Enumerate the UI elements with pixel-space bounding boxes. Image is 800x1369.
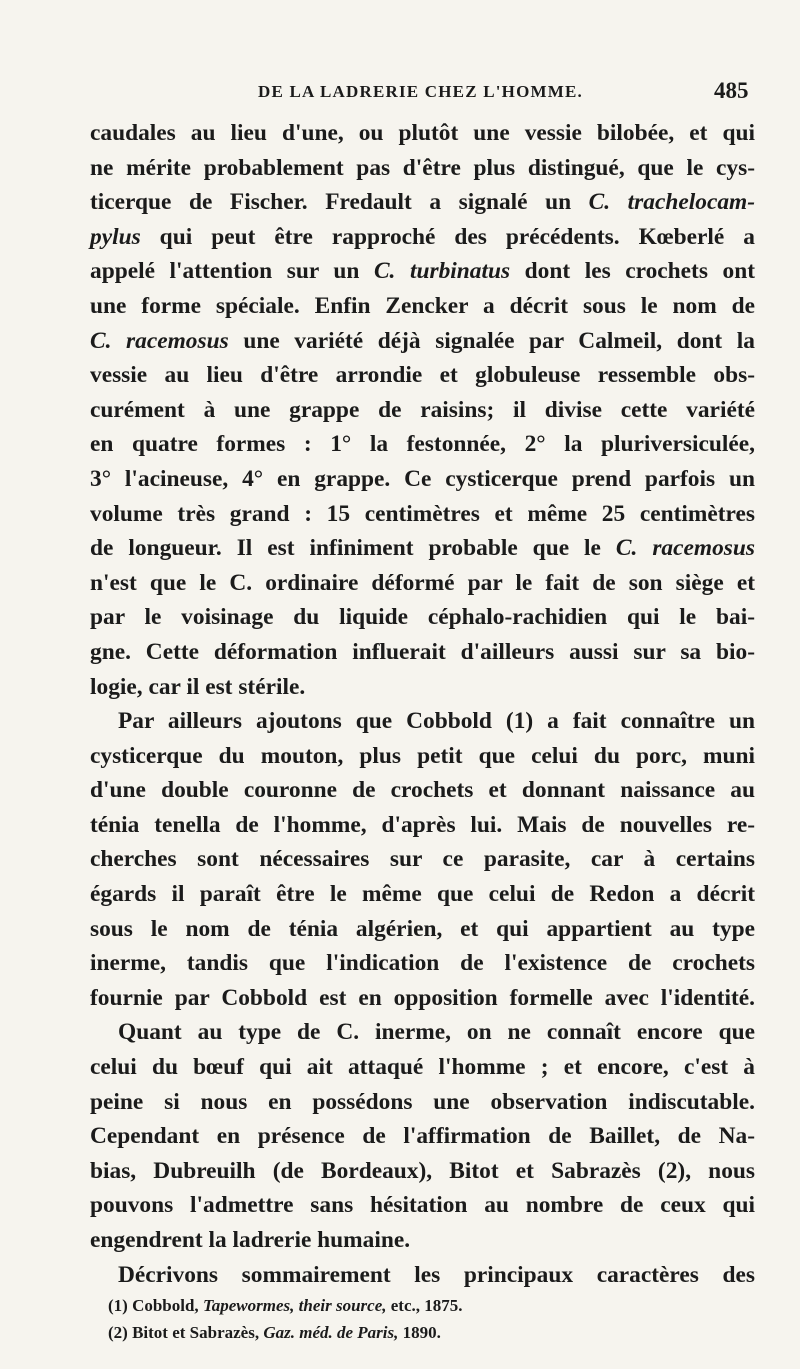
text-line: cysticerque du mouton, plus petit que celui du porc, muni [90, 742, 755, 769]
text-line: d'une double couronne de crochets et donnant naissance au [90, 777, 755, 804]
text-line: pouvons l'admettre sans hésitation au nombre de ceux qui [90, 1192, 755, 1219]
footnote: (1) Cobbold, Tapewormes, their source, etc., 1875. [108, 1296, 463, 1315]
text-line: Décrivons sommairement les principaux caractères des [118, 1261, 755, 1288]
text-line: peine si nous en possédons une observation indiscutable. [90, 1088, 755, 1115]
running-title: DE LA LADRERIE CHEZ L'HOMME. [258, 82, 583, 101]
text-line: ticerque de Fischer. Fredault a signalé un C. trachelocam- [90, 189, 756, 216]
italic-text: C. racemosus [615, 535, 755, 562]
body-text [90, 116, 755, 1292]
italic-text: C. trachelocam- [588, 189, 756, 216]
text-line: appelé l'attention sur un C. turbinatus dont les crochets ont [90, 258, 756, 285]
text-line: cherches sont nécessaires sur ce parasite, car à certains [90, 846, 755, 873]
footnote: (2) Bitot et Sabrazès, Gaz. méd. de Paris, 1890. [108, 1323, 441, 1342]
text-line: Cependant en présence de l'affirmation de Baillet, de Na- [90, 1123, 755, 1150]
text-line: sous le nom de ténia algérien, et qui appartient au type [90, 915, 755, 942]
text-line: inerme, tandis que l'indication de l'existence de crochets [90, 950, 755, 977]
page-number: 485 [714, 78, 749, 103]
text-line: vessie au lieu d'être arrondie et globuleuse ressemble obs- [90, 362, 755, 389]
text-line: 3° l'acineuse, 4° en grappe. Ce cysticerque prend parfois un [90, 465, 755, 492]
italic-text: Tapewormes, their source, [202, 1296, 387, 1315]
text-line: pylus qui peut être rapproché des précédents. Kœberlé a [90, 223, 755, 250]
text-line: n'est que le C. ordinaire déformé par le fait de son siège et [90, 569, 755, 596]
italic-text: C. turbinatus [373, 258, 511, 285]
text-line: Par ailleurs ajoutons que Cobbold (1) a fait connaître un [118, 708, 755, 735]
text-line: celui du bœuf qui ait attaqué l'homme ; et encore, c'est à [90, 1054, 755, 1081]
running-header [0, 78, 800, 112]
text-line: égards il paraît être le même que celui de Redon a décrit [90, 881, 755, 908]
text-line: de longueur. Il est infiniment probable que le C. racemosus [90, 535, 755, 562]
italic-text: pylus [90, 223, 141, 250]
text-line: volume très grand : 15 centimètres et même 25 centimètres [90, 500, 755, 527]
text-line: curément à une grappe de raisins; il divise cette variété [90, 396, 755, 423]
text-line: logie, car il est stérile. [90, 673, 306, 700]
footnotes [108, 1292, 758, 1346]
text-line: C. racemosus une variété déjà signalée par Calmeil, dont la [90, 327, 755, 354]
text-line: par le voisinage du liquide céphalo-rachidien qui le bai- [90, 604, 755, 631]
text-line: gne. Cette déformation influerait d'ailleurs aussi sur sa bio- [90, 638, 755, 665]
text-line: caudales au lieu d'une, ou plutôt une vessie bilobée, et qui [90, 120, 755, 146]
text-line: fournie par Cobbold est en opposition formelle avec l'identité. [90, 984, 755, 1011]
text-line: ne mérite probablement pas d'être plus distingué, que le cys- [90, 154, 755, 181]
italic-text: C. racemosus [90, 327, 229, 354]
text-line: une forme spéciale. Enfin Zencker a décrit sous le nom de [90, 292, 755, 319]
text-line: engendrent la ladrerie humaine. [90, 1227, 411, 1253]
italic-text: Gaz. méd. de Paris, [263, 1323, 399, 1342]
text-line: Quant au type de C. inerme, on ne connaît encore que [118, 1019, 755, 1046]
text-line: en quatre formes : 1° la festonnée, 2° la pluriversiculée, [90, 431, 755, 458]
text-line: ténia tenella de l'homme, d'après lui. Mais de nouvelles re- [90, 811, 755, 838]
text-line: bias, Dubreuilh (de Bordeaux), Bitot et Sabrazès (2), nous [90, 1157, 755, 1184]
